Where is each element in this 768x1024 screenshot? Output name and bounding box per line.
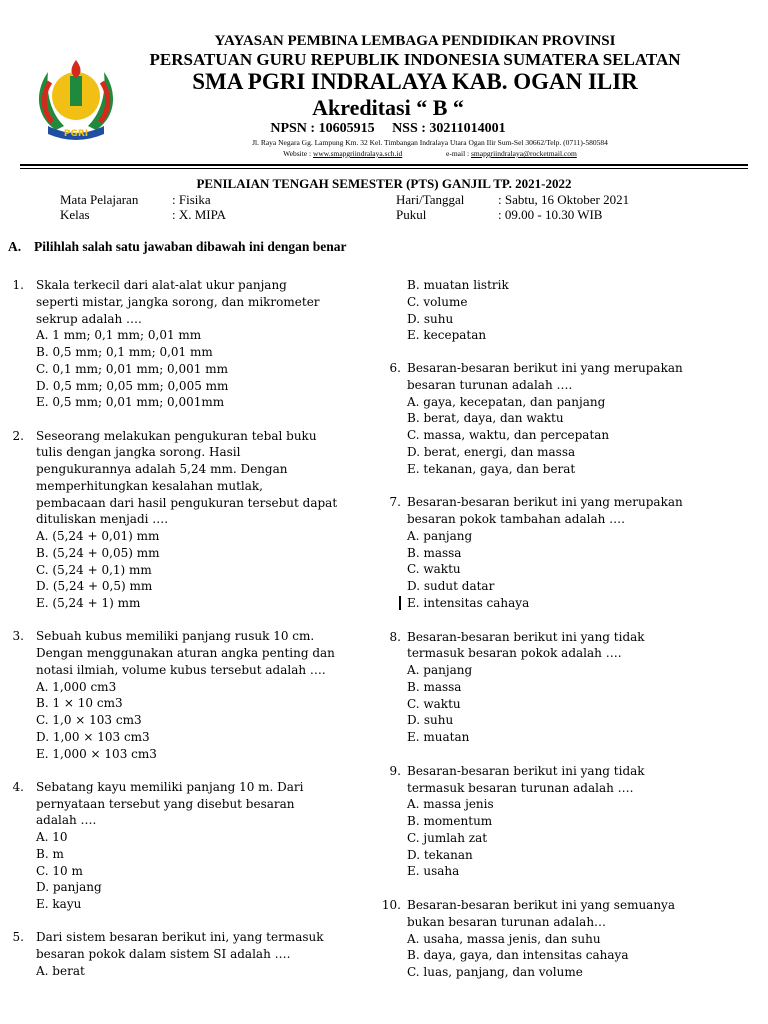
question-body <box>407 360 761 477</box>
answer-option[interactable]: A. panjang <box>407 528 473 543</box>
question <box>0 779 372 913</box>
question-body <box>407 277 761 344</box>
question-number: 10. <box>381 898 401 912</box>
question-stem-line: notasi ilmiah, volume kubus tersebut adalah …. <box>36 662 326 677</box>
question <box>371 763 761 880</box>
question-number: 5. <box>12 930 24 945</box>
email-link[interactable]: smapgriindralaya@rocketmail.com <box>471 149 577 158</box>
answer-option[interactable]: D. 0,5 mm; 0,05 mm; 0,005 mm <box>36 378 229 393</box>
question-number: 9. <box>389 763 401 778</box>
question-stem-line: besaran pokok dalam sistem SI adalah …. <box>36 947 291 961</box>
question-stem-line: Dengan menggunakan aturan angka penting dan <box>36 646 335 660</box>
logo-text: PGRI <box>63 129 89 139</box>
answer-option[interactable]: A. berat <box>36 963 85 978</box>
question-body <box>407 494 761 611</box>
question-body <box>407 629 761 746</box>
letterhead <box>0 0 768 168</box>
school-name: SMA PGRI INDRALAYA KAB. OGAN ILIR <box>192 69 638 94</box>
question <box>0 929 372 979</box>
answer-option[interactable]: C. waktu <box>407 562 461 577</box>
date-value: : Sabtu, 16 Oktober 2021 <box>498 192 630 207</box>
class-value: : X. MIPA <box>172 207 227 222</box>
answer-option[interactable]: A. panjang <box>407 663 473 677</box>
question <box>0 277 372 411</box>
subject-label: Mata Pelajaran <box>60 192 139 207</box>
question-stem-line: sekrup adalah …. <box>36 311 142 326</box>
answer-option[interactable]: E. 1,000 × 103 cm3 <box>36 746 157 761</box>
question-body <box>36 779 372 913</box>
question-stem-line: Besaran-besaran berikut ini yang semuanya <box>407 898 675 912</box>
question-number: 8. <box>389 629 401 644</box>
right-question-column <box>371 360 761 981</box>
question-stem-line: bukan besaran turunan adalah… <box>407 914 607 929</box>
question <box>371 629 761 746</box>
answer-option[interactable]: E. tekanan, gaya, dan berat <box>407 461 576 476</box>
question <box>371 494 761 611</box>
header-divider-thin <box>20 168 748 169</box>
question-stem-line: pernyataan tersebut yang disebut besaran <box>36 796 295 811</box>
question-body <box>407 897 761 981</box>
contact-line <box>150 149 710 158</box>
website-link[interactable]: www.smapgriindralaya.sch.id <box>312 149 403 158</box>
answer-option[interactable]: C. 1,0 × 103 cm3 <box>36 713 142 727</box>
answer-option[interactable]: E. usaha <box>407 864 460 879</box>
answer-option[interactable]: C. volume <box>407 294 468 309</box>
answer-option[interactable]: D. suhu <box>407 311 454 326</box>
question-stem-line: Sebatang kayu memiliki panjang 10 m. Dari <box>36 779 304 794</box>
foundation-name: YAYASAN PEMBINA LEMBAGA PENDIDIKAN PROVINSI <box>214 33 616 49</box>
website-label: Website : <box>283 149 312 158</box>
answer-option[interactable]: C. (5,24 + 0,1) mm <box>36 562 152 577</box>
time-label: Pukul <box>396 207 427 222</box>
answer-option[interactable]: E. intensitas cahaya <box>407 595 761 612</box>
email-label: e-mail : <box>446 149 470 158</box>
answer-option[interactable]: B. 0,5 mm; 0,1 mm; 0,01 mm <box>36 345 213 359</box>
question-stem-line: dituliskan menjadi …. <box>36 512 169 527</box>
answer-option[interactable]: B. muatan listrik <box>407 278 509 292</box>
answer-option[interactable]: A. gaya, kecepatan, dan panjang <box>407 394 606 409</box>
answer-option[interactable]: B. m <box>36 846 64 861</box>
class-label: Kelas <box>60 207 90 222</box>
answer-option[interactable]: A. (5,24 + 0,01) mm <box>36 529 160 543</box>
question <box>371 897 761 981</box>
section-letter: A. <box>8 239 22 254</box>
question-stem-line: seperti mistar, jangka sorong, dan mikrometer <box>36 294 320 309</box>
question-stem-line: Besaran-besaran berikut ini yang tidak <box>407 629 645 644</box>
question-stem-line: besaran turunan adalah …. <box>407 377 573 392</box>
answer-option[interactable]: B. berat, daya, dan waktu <box>407 411 564 426</box>
header-divider-thick <box>20 164 748 166</box>
question-number: 4. <box>12 779 24 794</box>
question-body <box>36 277 372 411</box>
question-5-continuation <box>371 277 761 344</box>
npsn-nss: NPSN : 10605915 NSS : 30211014001 <box>270 121 506 136</box>
answer-option[interactable]: E. muatan <box>407 730 470 744</box>
answer-option[interactable]: B. massa <box>407 545 462 560</box>
question <box>371 360 761 477</box>
answer-option[interactable]: B. momentum <box>407 814 493 828</box>
date-label: Hari/Tanggal <box>396 192 465 207</box>
subject-value: : Fisika <box>172 192 211 207</box>
answer-option[interactable]: C. 10 m <box>36 863 83 878</box>
question-stem-line: termasuk besaran turunan adalah …. <box>407 780 634 795</box>
answer-option[interactable]: B. massa <box>407 679 462 694</box>
question <box>0 628 372 762</box>
answer-option[interactable]: C. jumlah zat <box>407 830 488 845</box>
answer-option[interactable]: E. kayu <box>36 897 82 911</box>
question-number: 6. <box>389 361 401 375</box>
question-stem-line: termasuk besaran pokok adalah …. <box>407 646 622 661</box>
answer-option[interactable]: D. tekanan <box>407 847 473 862</box>
answer-option[interactable]: E. (5,24 + 1) mm <box>36 596 141 610</box>
exam-title: PENILAIAN TENGAH SEMESTER (PTS) GANJIL TP. 2021-2022 <box>196 176 572 191</box>
question-body <box>36 628 372 762</box>
association-name: PERSATUAN GURU REPUBLIK INDONESIA SUMATERA SELATAN <box>149 50 681 69</box>
answer-option[interactable]: E. 0,5 mm; 0,01 mm; 0,001mm <box>36 395 225 410</box>
question-stem-line: Dari sistem besaran berikut ini, yang termasuk <box>36 930 324 945</box>
question-stem-line: pembacaan dari hasil pengukuran tersebut dapat <box>36 495 338 510</box>
answer-option[interactable]: A. 1,000 cm3 <box>36 679 117 694</box>
answer-option[interactable]: D. sudut datar <box>407 579 495 593</box>
school-address: Jl. Raya Negara Gg. Lampung Km. 32 Kel. Timbangan Indralaya Utara Ogan Ilir Sum-Sel 30662/Telp. (0711)-580584 <box>252 138 608 147</box>
question-stem-line: pengukurannya adalah 5,24 mm. Dengan <box>36 462 288 476</box>
section-instruction: Pilihlah salah satu jawaban dibawah ini dengan benar <box>34 239 347 254</box>
answer-option[interactable]: C. luas, panjang, dan volume <box>407 965 583 979</box>
question-stem-line: Skala terkecil dari alat-alat ukur panjang <box>36 278 287 292</box>
answer-option[interactable]: A. 10 <box>36 830 68 844</box>
accreditation: Akreditasi “ B “ <box>312 95 464 120</box>
answer-option[interactable]: E. kecepatan <box>407 328 487 343</box>
answer-option[interactable]: A. 1 mm; 0,1 mm; 0,01 mm <box>36 328 202 343</box>
answer-option[interactable]: D. (5,24 + 0,5) mm <box>36 579 153 594</box>
question-stem-line: Sebuah kubus memiliki panjang rusuk 10 cm. <box>36 629 315 644</box>
question-stem-line: Besaran-besaran berikut ini yang merupakan <box>407 495 683 510</box>
answer-option[interactable]: C. massa, waktu, dan percepatan <box>407 428 610 442</box>
question-number: 3. <box>12 629 24 644</box>
question-number: 2. <box>12 428 24 443</box>
question <box>0 428 372 612</box>
question-stem-line: adalah …. <box>36 813 97 828</box>
answer-option[interactable]: C. waktu <box>407 696 461 711</box>
question-number: 7. <box>389 495 401 510</box>
answer-option[interactable]: A. massa jenis <box>407 797 494 812</box>
left-question-column <box>0 277 372 980</box>
question-stem-line: tulis dengan jangka sorong. Hasil <box>36 445 241 460</box>
section-heading <box>8 239 346 255</box>
answer-option[interactable]: B. (5,24 + 0,05) mm <box>36 545 160 560</box>
answer-option[interactable]: C. 0,1 mm; 0,01 mm; 0,001 mm <box>36 361 228 376</box>
question-body <box>407 763 761 880</box>
time-value: : 09.00 - 10.30 WIB <box>498 207 603 222</box>
question-body <box>36 428 372 612</box>
question-stem-line: besaran pokok tambahan adalah …. <box>407 512 625 526</box>
answer-option[interactable]: A. usaha, massa jenis, dan suhu <box>407 931 601 946</box>
text-cursor <box>399 596 401 610</box>
question-stem-line: Seseorang melakukan pengukuran tebal buku <box>36 428 317 443</box>
answer-option[interactable]: D. berat, energi, dan massa <box>407 444 576 459</box>
question-stem-line: Besaran-besaran berikut ini yang merupakan <box>407 361 683 375</box>
answer-option[interactable]: B. daya, gaya, dan intensitas cahaya <box>407 948 629 963</box>
answer-option[interactable]: D. 1,00 × 103 cm3 <box>36 729 150 744</box>
answer-option[interactable]: D. panjang <box>36 880 102 895</box>
answer-option[interactable]: B. 1 × 10 cm3 <box>36 696 123 711</box>
question-stem-line: memperhitungkan kesalahan mutlak, <box>36 478 263 493</box>
question-body <box>36 929 372 979</box>
answer-option[interactable]: D. suhu <box>407 713 454 728</box>
question-number: 1. <box>12 278 24 292</box>
question-stem-line: Besaran-besaran berikut ini yang tidak <box>407 763 645 778</box>
